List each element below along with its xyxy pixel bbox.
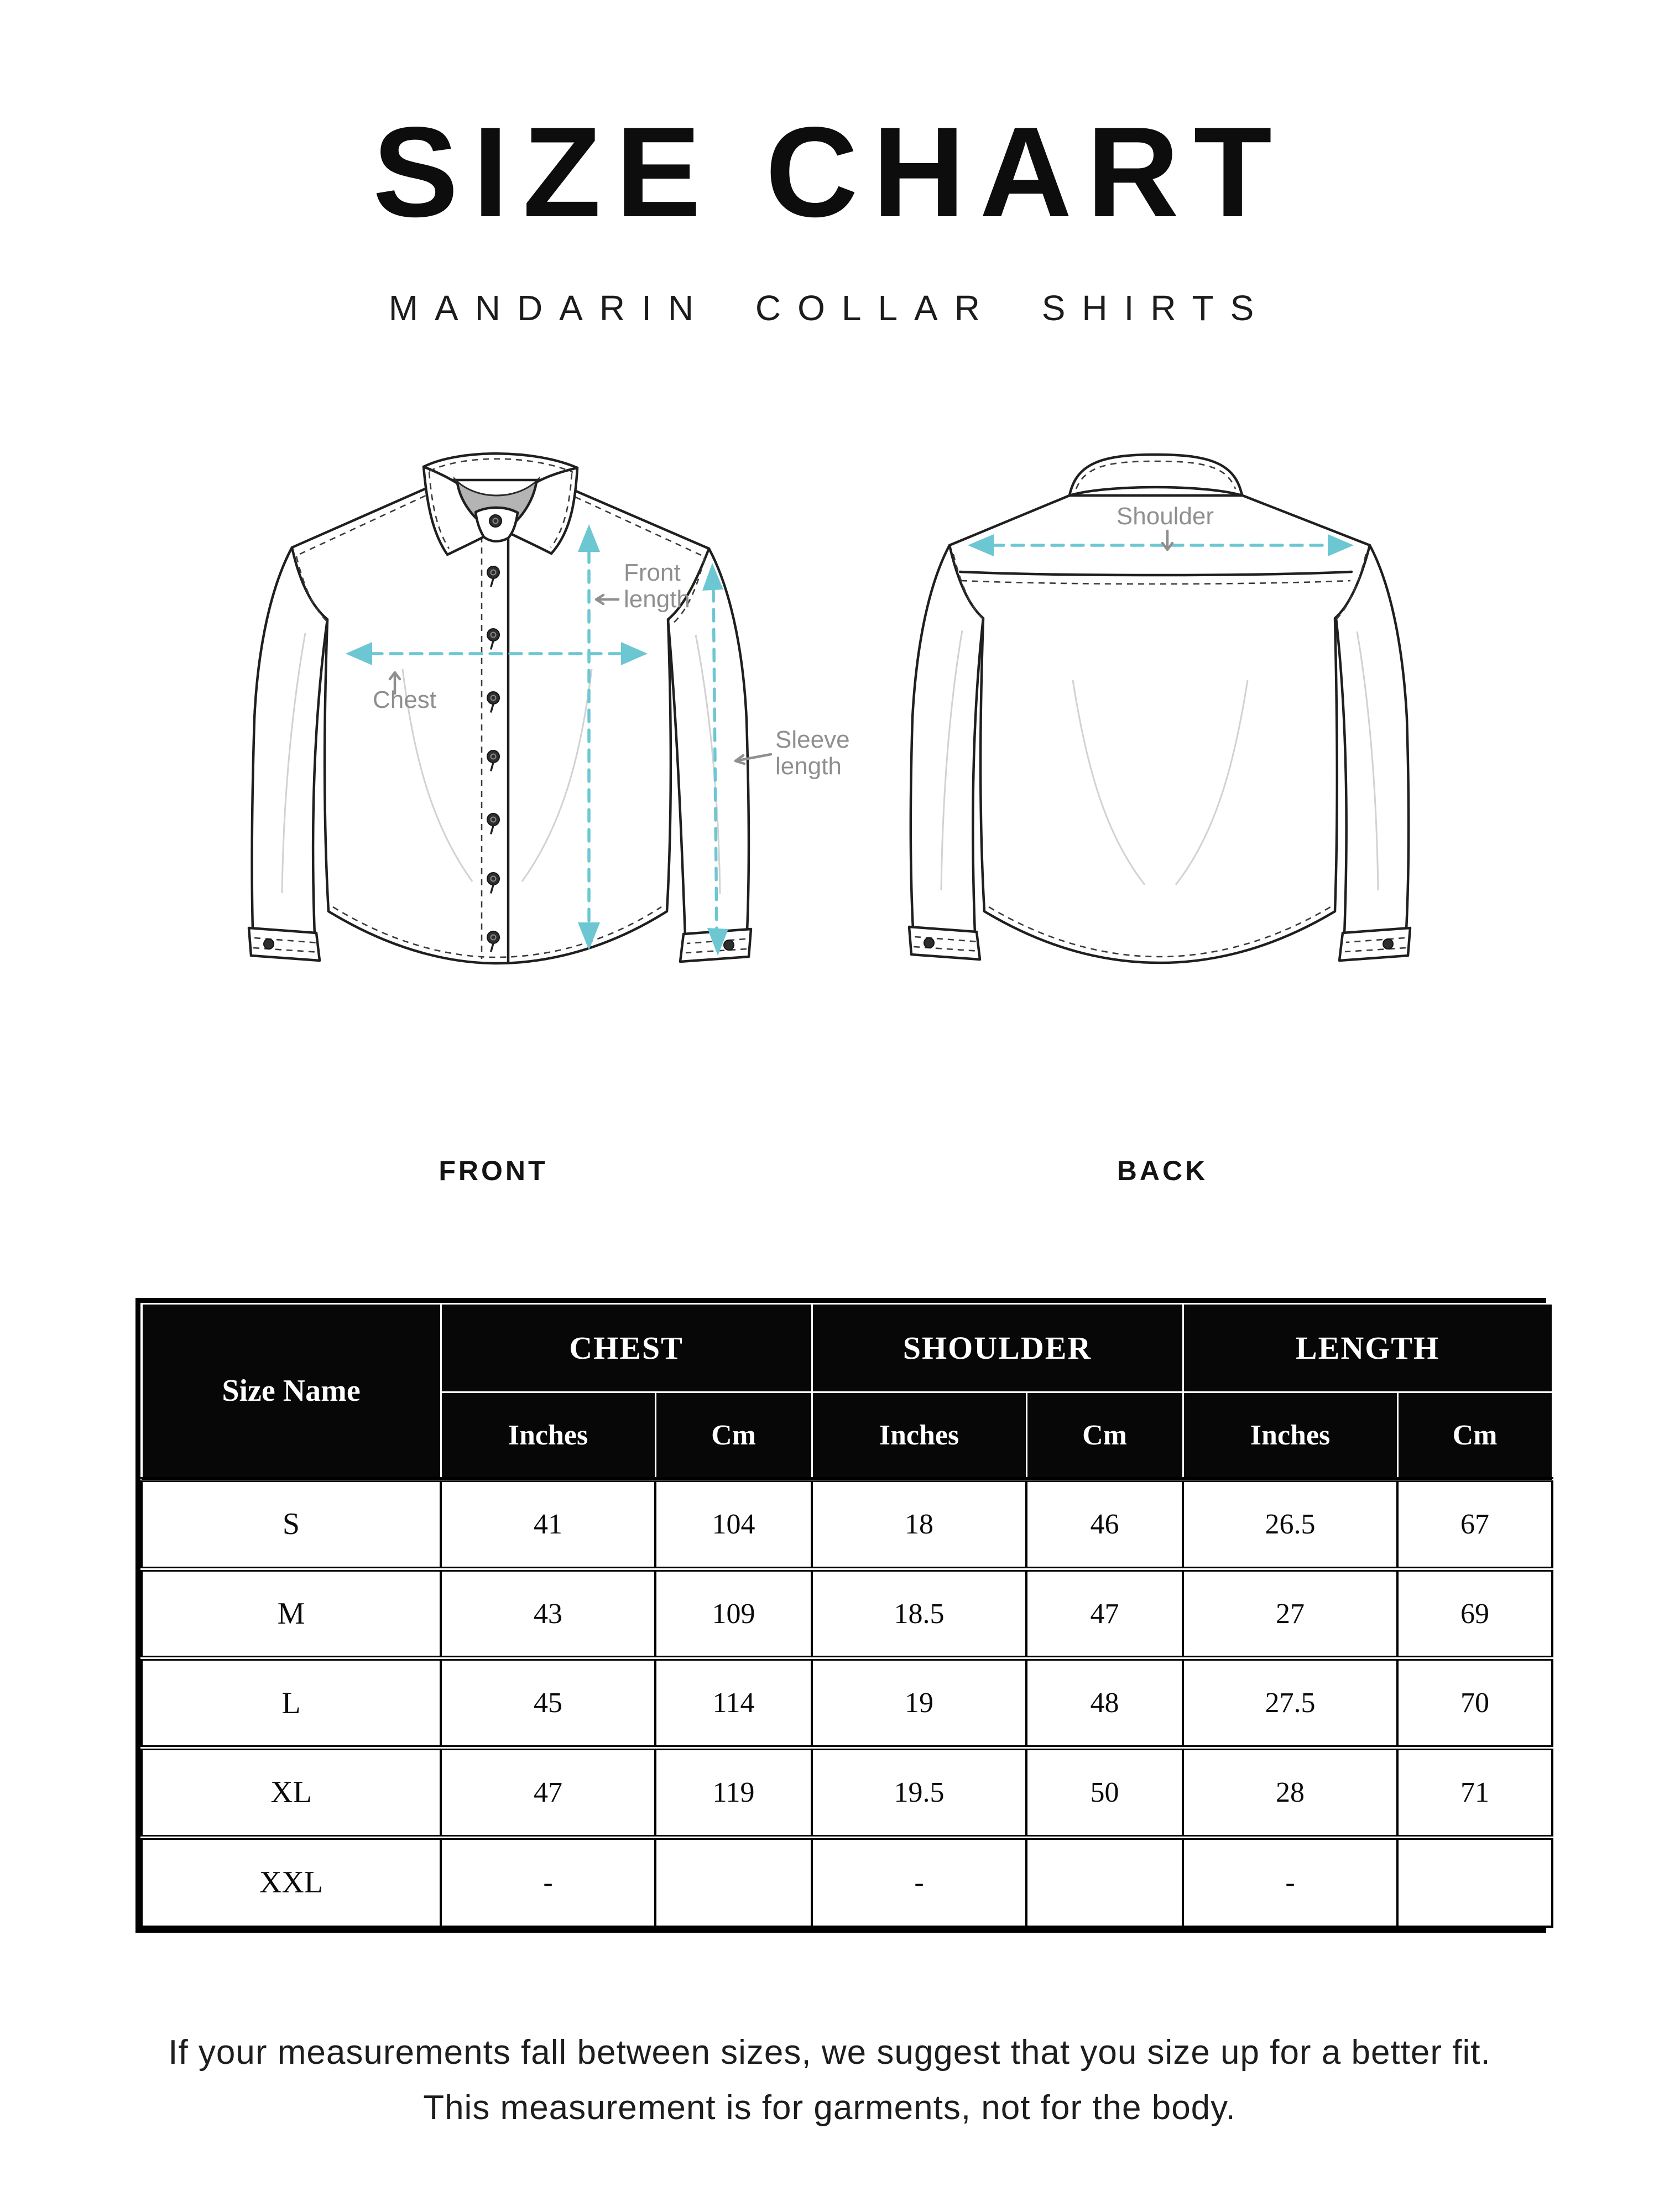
back-left-cuff — [909, 927, 980, 959]
front-left-cuff — [249, 928, 320, 961]
length-cm-cell — [1397, 1837, 1552, 1927]
table-row-l — [142, 1658, 1552, 1748]
shoulder-inches-cell: 18 — [812, 1480, 1026, 1569]
length-inches-cell: 28 — [1183, 1748, 1397, 1838]
footnote-line1: If your measurements fall between sizes, we suggest that you size up for a better fit. — [168, 2033, 1491, 2072]
size-table — [135, 1298, 1546, 1933]
back-caption: BACK — [1117, 1155, 1208, 1186]
size-name-header: Size Name — [142, 1304, 441, 1480]
length-inches-cell: 26.5 — [1183, 1480, 1397, 1569]
back-shirt-drawing — [909, 455, 1410, 963]
chest-group-header: CHEST — [441, 1304, 812, 1392]
shoulder-cm-cell: 47 — [1026, 1569, 1183, 1658]
shoulder-cm-cell: 48 — [1026, 1658, 1183, 1748]
front-shirt-diagram — [238, 448, 896, 1183]
shoulder-inches-cell: - — [812, 1837, 1026, 1927]
back-shirt-diagram — [896, 448, 1482, 1183]
shoulder-inches-header: Inches — [812, 1392, 1026, 1480]
footnote-line2: This measurement is for garments, not for the body. — [423, 2089, 1236, 2127]
shoulder-inches-cell: 19 — [812, 1658, 1026, 1748]
shoulder-cm-cell: 50 — [1026, 1748, 1183, 1838]
length-cm-header: Cm — [1397, 1392, 1552, 1480]
size-cell: M — [142, 1569, 441, 1658]
table-row-xl — [142, 1748, 1552, 1838]
size-table-grid — [140, 1303, 1553, 1928]
front-left-cuff-button — [264, 939, 274, 949]
length-inches-cell: - — [1183, 1837, 1397, 1927]
chest-inches-cell: 43 — [441, 1569, 655, 1658]
chest-cm-cell: 114 — [655, 1658, 812, 1748]
length-cm-cell: 69 — [1397, 1569, 1552, 1658]
sleeve-length-label-line2: length — [775, 753, 842, 780]
chest-cm-header: Cm — [655, 1392, 812, 1480]
back-right-cuff-button — [1383, 939, 1393, 949]
chest-inches-cell: 41 — [441, 1480, 655, 1569]
chest-inches-cell: - — [441, 1837, 655, 1927]
page-title: SIZE CHART — [373, 101, 1286, 244]
back-left-cuff-button — [924, 938, 934, 948]
shoulder-cm-cell: 46 — [1026, 1480, 1183, 1569]
chest-cm-cell — [655, 1837, 812, 1927]
page-subtitle: MANDARIN COLLAR SHIRTS — [388, 288, 1271, 328]
chest-inches-header: Inches — [441, 1392, 655, 1480]
chest-inches-cell: 47 — [441, 1748, 655, 1838]
front-right-cuff-button — [724, 940, 734, 950]
chest-cm-cell: 104 — [655, 1480, 812, 1569]
shoulder-cm-cell — [1026, 1837, 1183, 1927]
front-length-label-line1: Front — [624, 559, 681, 586]
front-torso — [292, 480, 709, 963]
shoulder-cm-header: Cm — [1026, 1392, 1183, 1480]
length-cm-cell: 71 — [1397, 1748, 1552, 1838]
length-inches-header: Inches — [1183, 1392, 1397, 1480]
size-cell: L — [142, 1658, 441, 1748]
front-caption: FRONT — [439, 1155, 548, 1186]
table-row-s — [142, 1480, 1552, 1569]
sleeve-length-pointer-icon — [735, 754, 771, 764]
shoulder-label: Shoulder — [1116, 503, 1214, 530]
chest-cm-cell: 109 — [655, 1569, 812, 1658]
footnote — [0, 2025, 1659, 2136]
shoulder-inches-cell: 19.5 — [812, 1748, 1026, 1838]
shoulder-group-header: SHOULDER — [812, 1304, 1183, 1392]
length-inches-cell: 27 — [1183, 1569, 1397, 1658]
size-cell: XL — [142, 1748, 441, 1838]
length-cm-cell: 70 — [1397, 1658, 1552, 1748]
front-shirt-drawing — [249, 453, 751, 963]
back-right-cuff — [1339, 928, 1410, 961]
chest-cm-cell: 119 — [655, 1748, 812, 1838]
back-torso — [950, 495, 1370, 963]
chest-label: Chest — [373, 686, 436, 713]
length-cm-cell: 67 — [1397, 1480, 1552, 1569]
sleeve-length-label-line1: Sleeve — [775, 726, 850, 753]
shoulder-inches-cell: 18.5 — [812, 1569, 1026, 1658]
length-group-header: LENGTH — [1183, 1304, 1552, 1392]
size-cell: S — [142, 1480, 441, 1569]
table-row-m — [142, 1569, 1552, 1658]
length-inches-cell: 27.5 — [1183, 1658, 1397, 1748]
size-cell: XXL — [142, 1837, 441, 1927]
table-row-xxl — [142, 1837, 1552, 1927]
chest-inches-cell: 45 — [441, 1658, 655, 1748]
front-length-label-line2: length — [624, 586, 690, 613]
